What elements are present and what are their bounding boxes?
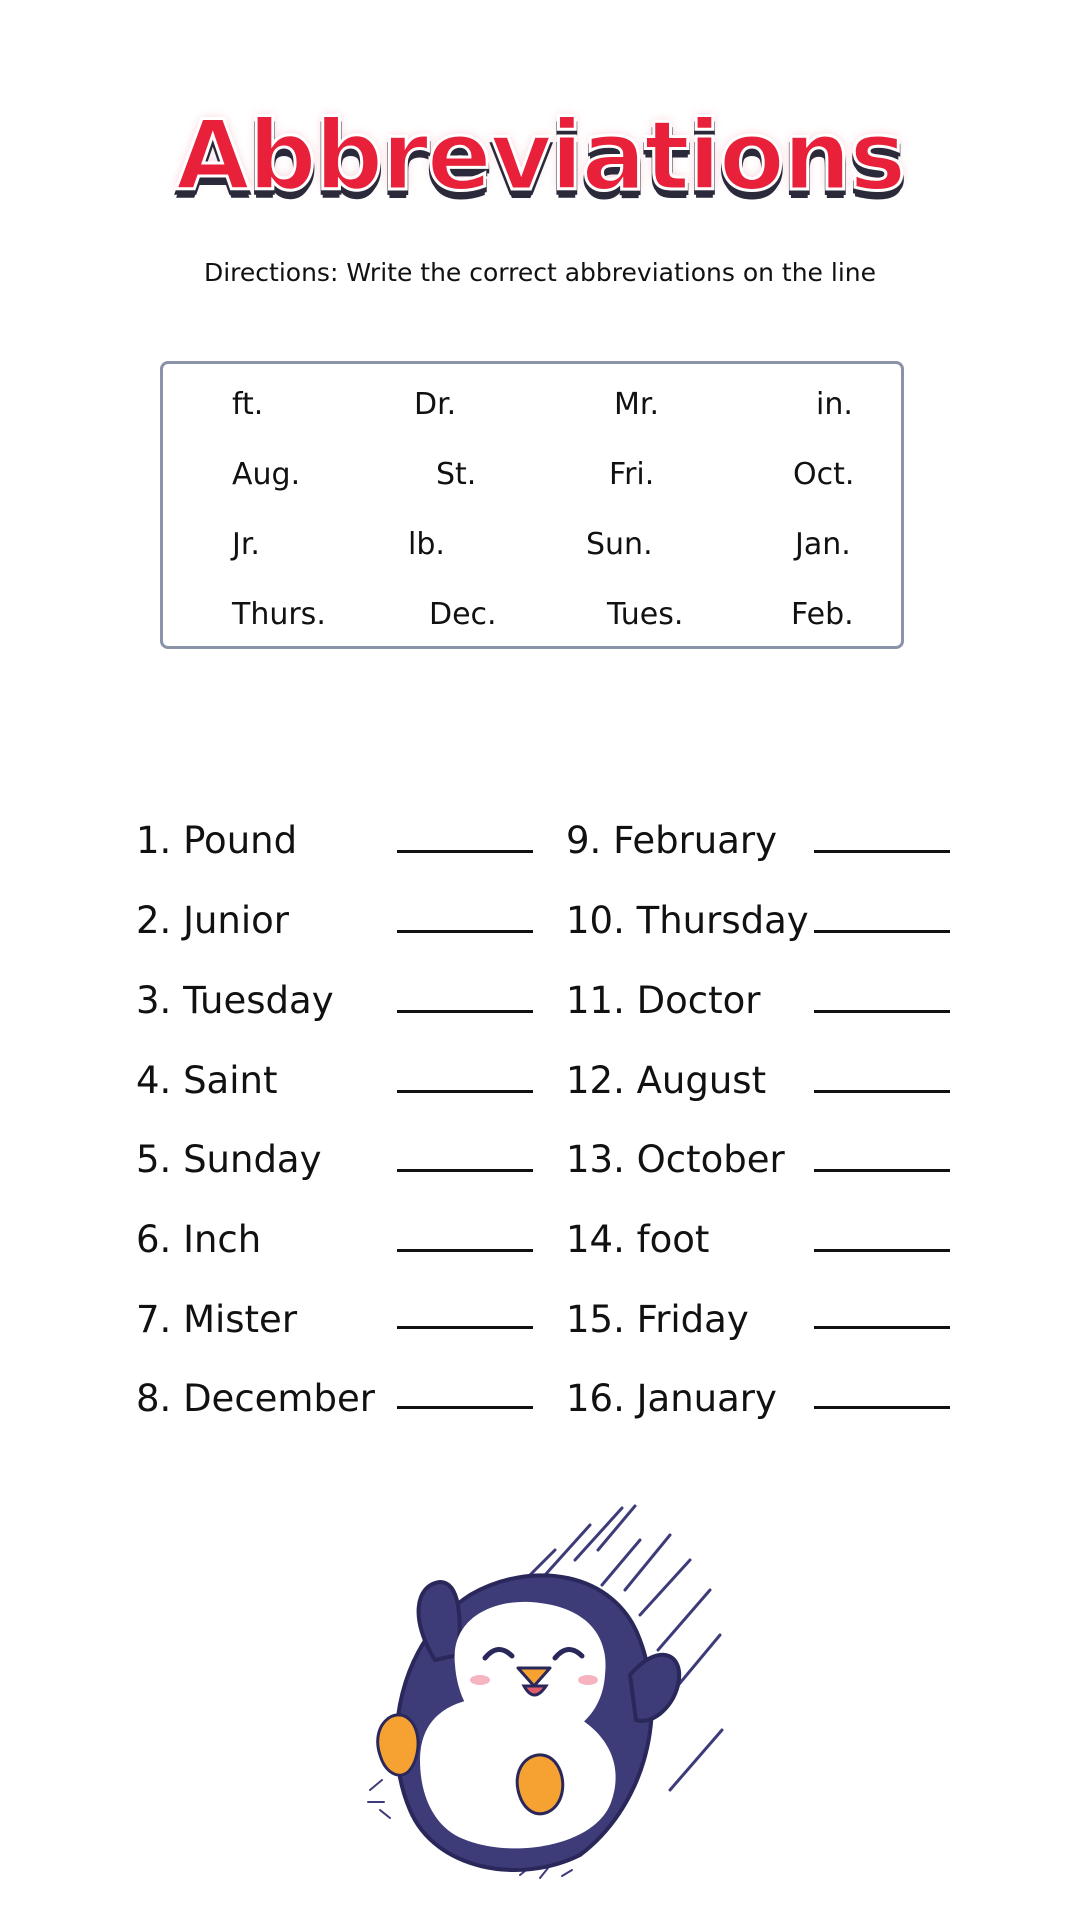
bank-word: St.: [436, 457, 477, 492]
answer-line[interactable]: [397, 1249, 533, 1252]
answer-line[interactable]: [814, 850, 950, 853]
bank-word: Fri.: [609, 457, 655, 492]
answer-line[interactable]: [814, 1169, 950, 1172]
bank-word: Jan.: [795, 527, 851, 562]
bank-word: Sun.: [586, 527, 653, 562]
word-bank-box: [160, 361, 904, 649]
answer-line[interactable]: [814, 1406, 950, 1409]
bank-word: Dr.: [414, 387, 457, 422]
answer-line[interactable]: [397, 1090, 533, 1093]
bank-word: Jr.: [232, 527, 260, 562]
answer-line[interactable]: [814, 930, 950, 933]
penguin-icon: [340, 1490, 760, 1890]
answer-line[interactable]: [397, 1406, 533, 1409]
bank-word: Tues.: [607, 597, 684, 632]
answer-line[interactable]: [814, 1090, 950, 1093]
bank-word: Thurs.: [232, 597, 326, 632]
directions-text: Directions: Write the correct abbreviations on the line: [203, 258, 876, 287]
question-item: 1. Pound: [136, 819, 298, 862]
answer-line[interactable]: [397, 850, 533, 853]
question-item: 7. Mister: [136, 1298, 298, 1341]
question-item: 6. Inch: [136, 1218, 262, 1261]
answer-line[interactable]: [814, 1326, 950, 1329]
question-item: 10. Thursday: [566, 899, 809, 942]
bank-word: in.: [816, 387, 853, 422]
question-item: 11. Doctor: [566, 979, 761, 1022]
answer-line[interactable]: [397, 1010, 533, 1013]
bank-word: Aug.: [232, 457, 301, 492]
bank-word: Oct.: [793, 457, 855, 492]
answer-line[interactable]: [397, 930, 533, 933]
question-item: 2. Junior: [136, 899, 290, 942]
question-item: 8. December: [136, 1377, 375, 1420]
question-item: 4. Saint: [136, 1059, 278, 1102]
bank-word: Mr.: [614, 387, 659, 422]
bank-word: Feb.: [791, 597, 854, 632]
question-item: 9. February: [566, 819, 778, 862]
question-item: 5. Sunday: [136, 1138, 322, 1181]
answer-line[interactable]: [397, 1169, 533, 1172]
question-item: 14. foot: [566, 1218, 710, 1261]
answer-line[interactable]: [814, 1010, 950, 1013]
answer-line[interactable]: [397, 1326, 533, 1329]
question-item: 3. Tuesday: [136, 979, 334, 1022]
question-item: 15. Friday: [566, 1298, 749, 1341]
answer-line[interactable]: [814, 1249, 950, 1252]
question-item: 16. January: [566, 1377, 777, 1420]
bank-word: Dec.: [429, 597, 497, 632]
question-item: 13. October: [566, 1138, 785, 1181]
question-item: 12. August: [566, 1059, 767, 1102]
bank-word: lb.: [408, 527, 445, 562]
page-title: Abbreviations: [175, 100, 905, 212]
bank-word: ft.: [232, 387, 264, 422]
